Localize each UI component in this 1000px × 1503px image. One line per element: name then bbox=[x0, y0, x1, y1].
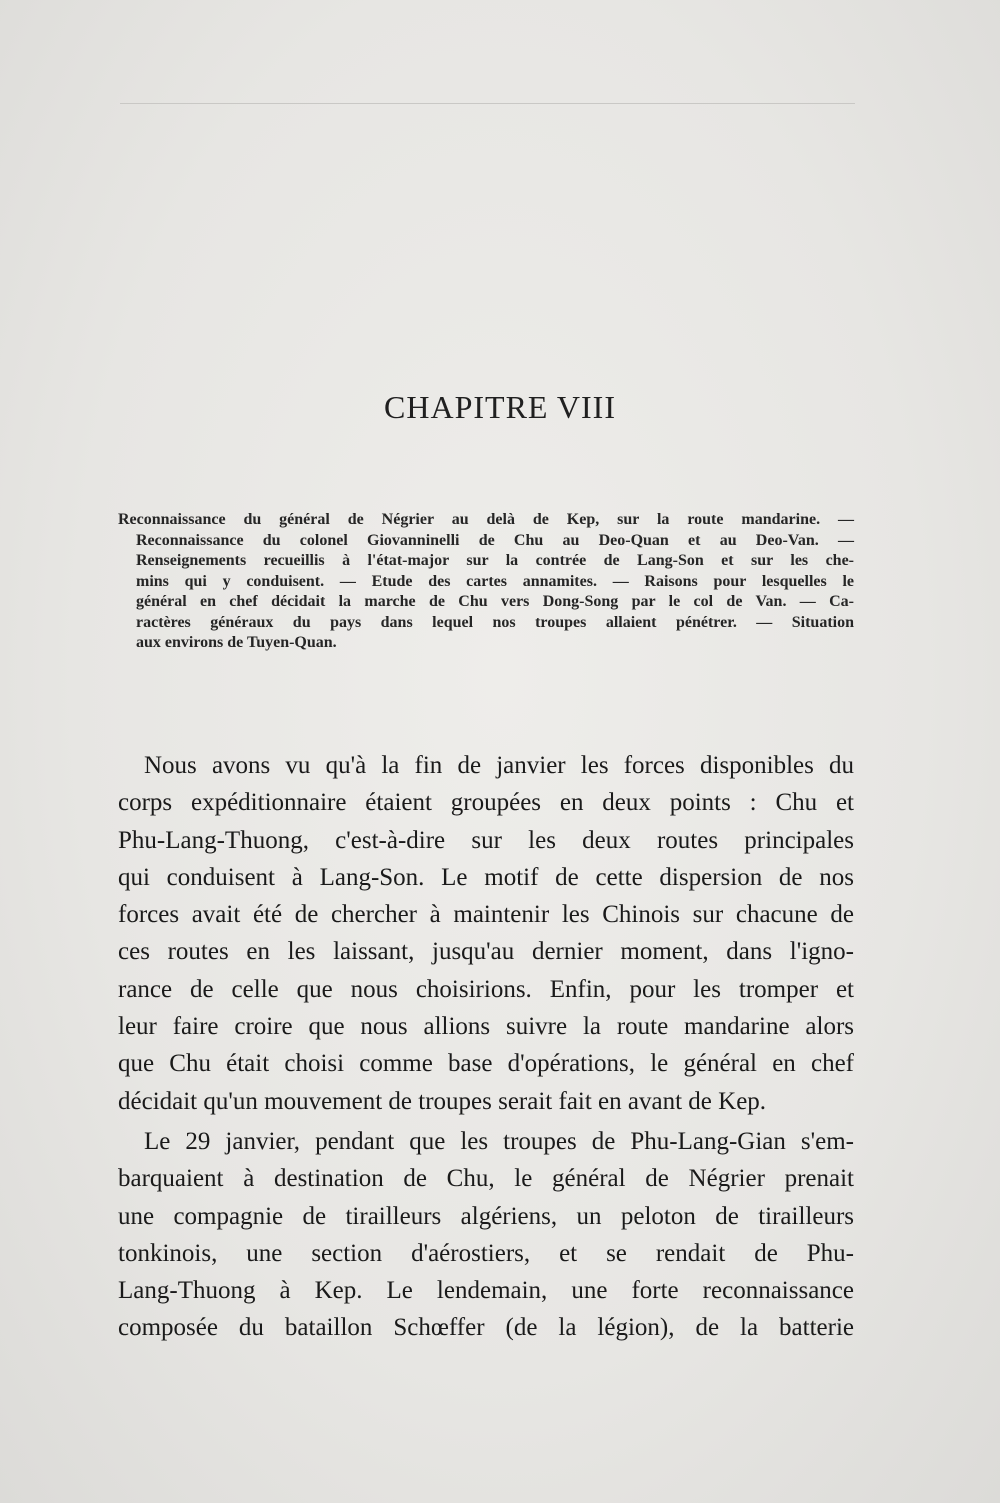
body-line: Lang-Thuong à Kep. Le lendemain, une forte reconnaissance bbox=[118, 1277, 854, 1305]
body-line: Nous avons vu qu'à la fin de janvier les forces disponibles du bbox=[144, 752, 854, 779]
summary-line: Reconnaissance du général de Négrier au delà de Kep, sur la route mandarine. — bbox=[118, 511, 854, 528]
body-paragraph bbox=[118, 1123, 854, 1347]
summary-line: Renseignements recueillis à l'état-major sur la contrée de Lang-Son et sur les che- bbox=[136, 552, 854, 569]
body-line: rance de celle que nous choisirions. Enfin, pour les tromper et bbox=[118, 975, 854, 1003]
body-line: tonkinois, une section d'aérostiers, et se rendait de Phu- bbox=[118, 1239, 854, 1267]
summary-line: aux environs de Tuyen-Quan. bbox=[136, 634, 337, 651]
chapter-summary bbox=[118, 510, 854, 654]
summary-line: ractères généraux du pays dans lequel nos troupes allaient pénétrer. — Situation bbox=[136, 613, 854, 631]
body-line: barquaient à destination de Chu, le général de Négrier prenait bbox=[118, 1165, 854, 1193]
summary-line: général en chef décidait la marche de Chu vers Dong-Song par le col de Van. — Ca- bbox=[136, 593, 854, 610]
body-line: Le 29 janvier, pendant que les troupes de Phu-Lang-Gian s'em- bbox=[144, 1128, 854, 1155]
chapter-title: CHAPITRE VIII bbox=[384, 389, 616, 425]
body-line: que Chu était choisi comme base d'opérations, le général en chef bbox=[118, 1050, 854, 1078]
body-line: décidait qu'un mouvement de troupes serait fait en avant de Kep. bbox=[118, 1087, 767, 1115]
body-line: ces routes en les laissant, jusqu'au dernier moment, dans l'igno- bbox=[118, 938, 854, 966]
body-line: leur faire croire que nous allions suivre la route mandarine alors bbox=[118, 1013, 854, 1041]
body-paragraph bbox=[118, 747, 854, 1120]
body-line: corps expéditionnaire étaient groupées en deux points : Chu et bbox=[118, 789, 854, 817]
body-line: Phu-Lang-Thuong, c'est-à-dire sur les deux routes principales bbox=[118, 826, 854, 854]
summary-line: mins qui y conduisent. — Etude des cartes annamites. — Raisons pour lesquelles le bbox=[136, 572, 854, 590]
running-head-rule bbox=[120, 103, 855, 104]
body-line: qui conduisent à Lang-Son. Le motif de cette dispersion de nos bbox=[118, 863, 854, 891]
body-line: forces avait été de chercher à maintenir les Chinois sur chacune de bbox=[118, 901, 854, 929]
summary-line: Reconnaissance du colonel Giovanninelli de Chu au Deo-Quan et au Deo-Van. — bbox=[136, 531, 854, 549]
body-line: composée du bataillon Schœffer (de la légion), de la batterie bbox=[118, 1314, 854, 1342]
body-line: une compagnie de tirailleurs algériens, un peloton de tirailleurs bbox=[118, 1202, 854, 1230]
